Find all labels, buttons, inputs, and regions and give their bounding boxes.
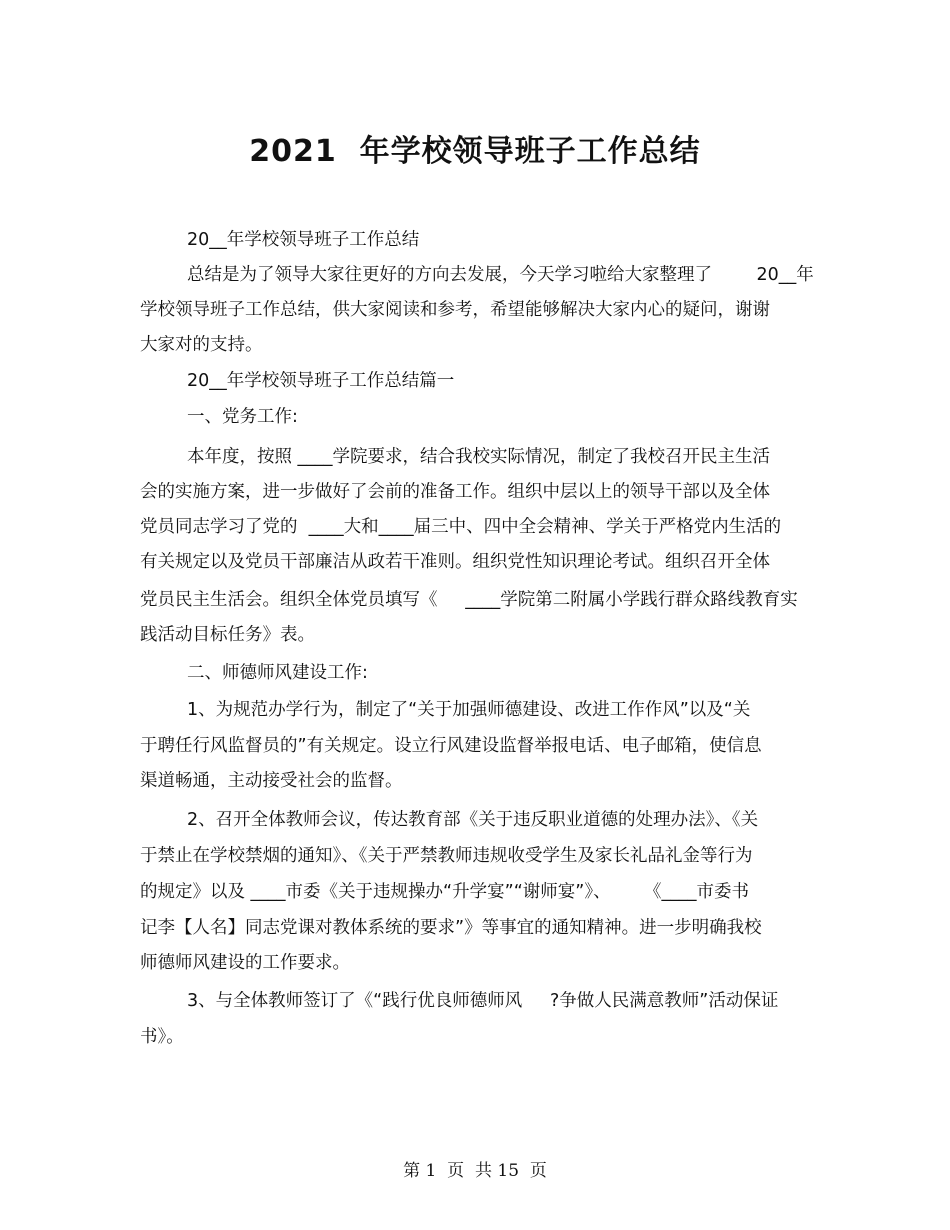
section-heading: 一、党务工作:	[187, 407, 298, 427]
paragraph-line: 的规定》以及 ____市委《关于违规操办“升学宴”“谢师宴”》、 《____市委书	[140, 882, 749, 902]
paragraph-line: 20__年学校领导班子工作总结	[187, 230, 420, 250]
paragraph-line: 记李【人名】同志党课对教体系统的要求”》等事宜的通知精神。进一步明确我校	[140, 918, 762, 938]
paragraph-line: 20__年学校领导班子工作总结篇一	[187, 371, 455, 391]
page-number-footer: 第 1 页 共 15 页	[403, 1161, 547, 1181]
paragraph-line: 1、为规范办学行为，制定了“关于加强师德建设、改进工作作风”以及“关	[187, 700, 751, 720]
paragraph-line: 于聘任行风监督员的”有关规定。设立行风建设监督举报电话、电子邮箱，使信息	[140, 736, 762, 756]
paragraph-line: 本年度，按照 ____学院要求，结合我校实际情况，制定了我校召开民主生活	[187, 447, 771, 467]
paragraph-line: 会的实施方案，进一步做好了会前的准备工作。组织中层以上的领导干部以及全体	[140, 482, 770, 502]
section-heading: 二、师德师风建设工作:	[187, 663, 368, 683]
paragraph-line: 总结是为了领导大家往更好的方向去发展，今天学习啦给大家整理了 20__年	[187, 265, 814, 285]
paragraph-line: 于禁止在学校禁烟的通知》、《关于严禁教师违规收受学生及家长礼品礼金等行为	[140, 846, 753, 866]
paragraph-line: 2、召开全体教师会议，传达教育部《关于违反职业道德的处理办法》、《关	[187, 810, 759, 830]
paragraph-line: 书》。	[140, 1027, 184, 1047]
paragraph-line: 践活动目标任务》表。	[140, 625, 315, 645]
paragraph-line: 党员同志学习了党的 ____大和____届三中、四中全会精神、学关于严格党内生活的	[140, 517, 782, 537]
paragraph-line: 大家对的支持。	[140, 335, 263, 355]
document-title: 2021 年学校领导班子工作总结	[249, 134, 701, 169]
paragraph-line: 3、与全体教师签订了《“践行优良师德师风 ?争做人民满意教师”活动保证	[187, 991, 779, 1011]
paragraph-line: 学校领导班子工作总结，供大家阅读和参考，希望能够解决大家内心的疑问，谢谢	[140, 300, 770, 320]
paragraph-line: 有关规定以及党员干部廉洁从政若干准则。组织党性知识理论考试。组织召开全体	[140, 552, 770, 572]
paragraph-line: 师德师风建设的工作要求。	[140, 953, 350, 973]
paragraph-line: 党员民主生活会。组织全体党员填写《 ____学院第二附属小学践行群众路线教育实	[140, 590, 798, 610]
paragraph-line: 渠道畅通，主动接受社会的监督。	[140, 771, 403, 791]
